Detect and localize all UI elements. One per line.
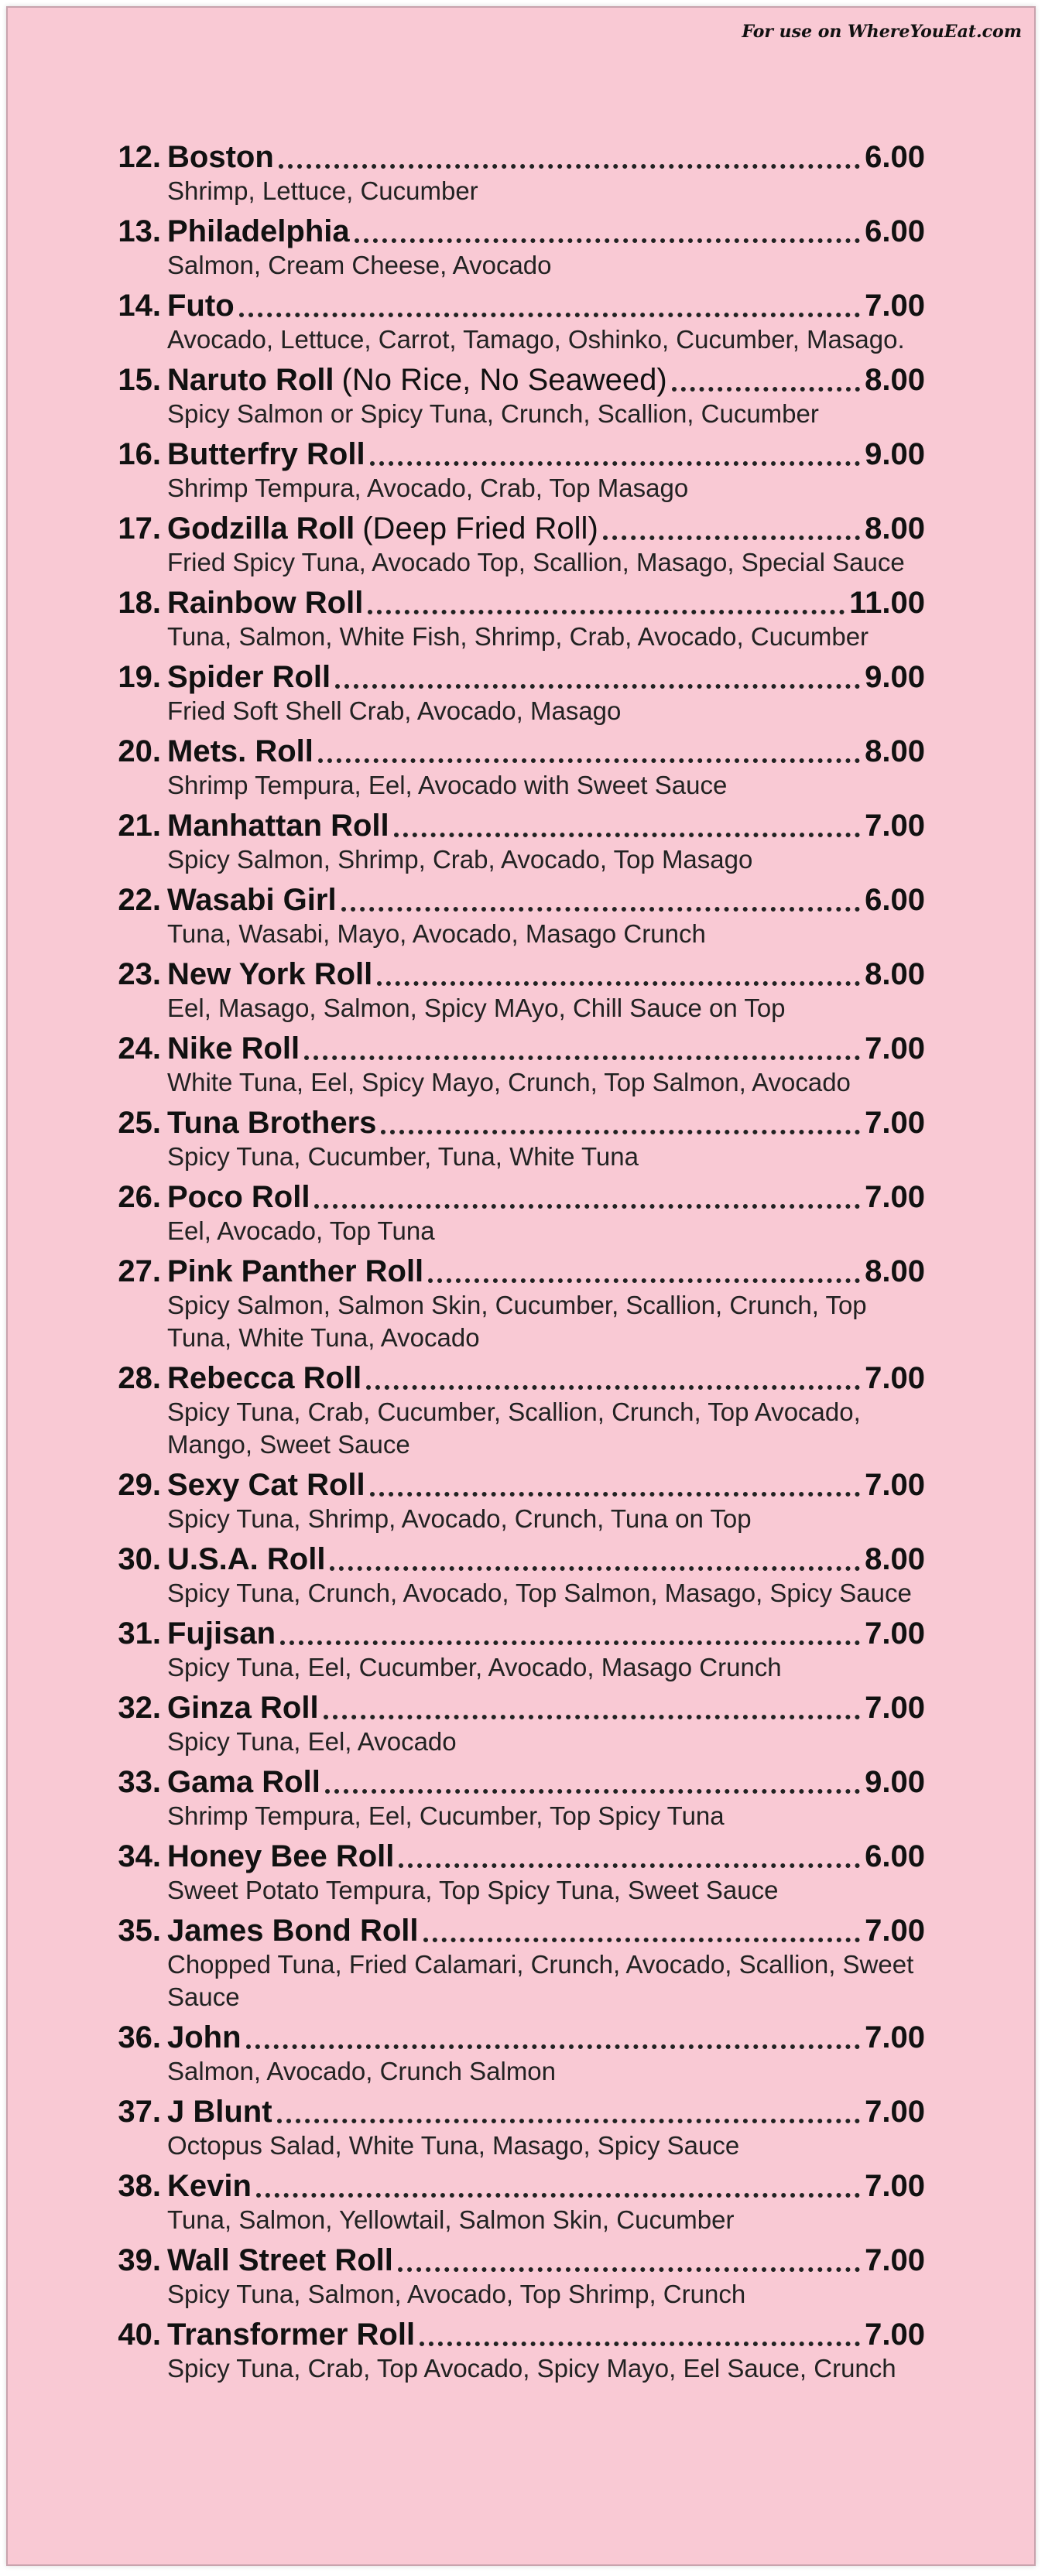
menu-item-line [101, 882, 925, 918]
dot-leader [341, 891, 861, 912]
dot-leader [355, 223, 861, 243]
item-name: Sexy Cat Roll [167, 1468, 365, 1502]
item-number: 30. [118, 1542, 161, 1576]
menu-item-line [101, 1913, 925, 1948]
dot-leader [368, 594, 845, 614]
item-price: 7.00 [865, 2095, 925, 2129]
item-number: 32. [118, 1691, 161, 1725]
item-name: Boston [167, 140, 274, 174]
item-description: Fried Spicy Tuna, Avocado Top, Scallion, Masago, Special Sauce [167, 548, 905, 576]
item-number: 18. [118, 586, 161, 620]
menu-item-line [101, 734, 925, 769]
menu-item [101, 1179, 925, 1247]
menu-item [101, 2020, 925, 2088]
menu-item [101, 2094, 925, 2162]
menu-item [101, 808, 925, 876]
menu-item-line [101, 2094, 925, 2130]
item-number: 26. [118, 1180, 161, 1214]
menu-item-line [101, 1179, 925, 1215]
menu-item-line [101, 1467, 925, 1503]
item-name: Butterfry Roll [167, 437, 365, 471]
menu-item [101, 362, 925, 430]
item-price: 7.00 [865, 1616, 925, 1651]
item-price: 9.00 [865, 437, 925, 471]
item-number: 31. [118, 1616, 161, 1651]
item-number: 17. [118, 511, 161, 546]
dot-leader [246, 2029, 861, 2049]
menu-item-line [101, 808, 925, 843]
menu-item [101, 956, 925, 1025]
menu-item-line [101, 2020, 925, 2055]
item-description: Sweet Potato Tempura, Top Spicy Tuna, Sweet Sauce [167, 1876, 779, 1904]
menu-item-line [101, 139, 925, 175]
item-name: Naruto Roll [167, 363, 334, 397]
menu-item [101, 214, 925, 282]
item-name: J Blunt [167, 2095, 272, 2129]
item-name: U.S.A. Roll [167, 1542, 326, 1576]
menu-item [101, 436, 925, 505]
menu-item-line [101, 1360, 925, 1396]
item-number: 19. [118, 660, 161, 694]
dot-leader [335, 669, 860, 689]
menu-item-line [101, 214, 925, 249]
item-price: 9.00 [865, 660, 925, 694]
item-name: Tuna Brothers [167, 1106, 377, 1140]
menu-item [101, 511, 925, 579]
item-number: 22. [118, 883, 161, 917]
item-number: 23. [118, 957, 161, 991]
item-price: 6.00 [865, 1839, 925, 1873]
item-name: James Bond Roll [167, 1914, 419, 1948]
item-number: 37. [118, 2095, 161, 2129]
dot-leader [239, 297, 861, 317]
item-description: Spicy Salmon, Shrimp, Crab, Avocado, Top Masago [167, 845, 753, 874]
menu-item-line [101, 1254, 925, 1289]
menu-item [101, 734, 925, 802]
dot-leader [377, 966, 860, 986]
item-description: Spicy Tuna, Eel, Avocado [167, 1727, 457, 1756]
menu-item [101, 139, 925, 207]
dot-leader [325, 1774, 860, 1794]
item-number: 13. [118, 214, 161, 248]
item-description: White Tuna, Eel, Spicy Mayo, Crunch, Top Salmon, Avocado [167, 1068, 851, 1096]
item-number: 29. [118, 1468, 161, 1502]
menu-item-line [101, 1541, 925, 1577]
item-number: 25. [118, 1106, 161, 1140]
item-description: Salmon, Cream Cheese, Avocado [167, 251, 552, 279]
menu-item-line [101, 288, 925, 323]
dot-leader [394, 817, 860, 837]
item-price: 7.00 [865, 1361, 925, 1395]
dot-leader [314, 1189, 860, 1209]
item-number: 12. [118, 140, 161, 174]
item-description: Spicy Tuna, Crab, Top Avocado, Spicy Mayo, Eel Sauce, Crunch [167, 2354, 896, 2383]
menu-item [101, 1839, 925, 1907]
menu-item-line [101, 2242, 925, 2278]
menu-item [101, 1616, 925, 1684]
item-price: 9.00 [865, 1765, 925, 1799]
item-description: Shrimp, Lettuce, Cucumber [167, 176, 478, 205]
dot-leader [398, 2252, 860, 2272]
item-name: Rebecca Roll [167, 1361, 362, 1395]
menu-item [101, 2317, 925, 2385]
item-number: 16. [118, 437, 161, 471]
item-description: Shrimp Tempura, Eel, Cucumber, Top Spicy Tuna [167, 1801, 725, 1830]
item-name: Transformer Roll [167, 2318, 416, 2352]
menu-item-line [101, 1031, 925, 1066]
item-price: 8.00 [865, 363, 925, 397]
item-name: Mets. Roll [167, 734, 314, 768]
item-number: 39. [118, 2243, 161, 2277]
item-price: 8.00 [865, 1254, 925, 1288]
item-description: Spicy Tuna, Crab, Cucumber, Scallion, Crunch, Top Avocado, Mango, Sweet Sauce [167, 1397, 861, 1459]
item-name: Rainbow Roll [167, 586, 364, 620]
item-name: Fujisan [167, 1616, 276, 1651]
menu-item-line [101, 1690, 925, 1726]
item-name: New York Roll [167, 957, 373, 991]
dot-leader [280, 1625, 860, 1645]
menu-item [101, 659, 925, 727]
dot-leader [399, 1848, 860, 1868]
dot-leader [279, 149, 860, 169]
item-description: Spicy Tuna, Shrimp, Avocado, Crunch, Tuna on Top [167, 1504, 752, 1533]
menu-item [101, 1913, 925, 2013]
menu-item-line [101, 659, 925, 695]
item-name: Manhattan Roll [167, 809, 389, 843]
item-name: Gama Roll [167, 1765, 320, 1799]
item-description: Spicy Tuna, Crunch, Avocado, Top Salmon, Masago, Spicy Sauce [167, 1579, 912, 1607]
item-name: John [167, 2020, 242, 2054]
item-price: 7.00 [865, 2169, 925, 2203]
item-number: 38. [118, 2169, 161, 2203]
item-description: Tuna, Wasabi, Mayo, Avocado, Masago Crunch [167, 919, 706, 948]
item-price: 7.00 [865, 1106, 925, 1140]
item-description: Eel, Masago, Salmon, Spicy MAyo, Chill Sauce on Top [167, 994, 786, 1022]
item-price: 7.00 [865, 1691, 925, 1725]
menu-item [101, 1690, 925, 1758]
watermark-text: For use on WhereYouEat.com [742, 22, 1022, 42]
item-number: 34. [118, 1839, 161, 1873]
item-price: 11.00 [849, 586, 925, 620]
item-note: (No Rice, No Seaweed) [341, 363, 667, 397]
item-price: 6.00 [865, 883, 925, 917]
item-name: Godzilla Roll [167, 511, 355, 546]
item-price: 7.00 [865, 1180, 925, 1214]
item-number: 14. [118, 289, 161, 323]
dot-leader [428, 1263, 860, 1283]
menu-item [101, 1105, 925, 1173]
item-price: 7.00 [865, 1468, 925, 1502]
item-note: (Deep Fried Roll) [362, 511, 598, 546]
item-description: Salmon, Avocado, Crunch Salmon [167, 2057, 557, 2085]
item-price: 7.00 [865, 1031, 925, 1066]
menu-page [6, 6, 1036, 2566]
item-name: Ginza Roll [167, 1691, 319, 1725]
dot-leader [330, 1551, 860, 1571]
dot-leader [277, 2103, 861, 2123]
menu-item-line [101, 1764, 925, 1800]
item-number: 36. [118, 2020, 161, 2054]
dot-leader [256, 2177, 860, 2198]
menu-item [101, 585, 925, 653]
menu-item [101, 2242, 925, 2311]
item-number: 15. [118, 363, 161, 397]
item-price: 7.00 [865, 2318, 925, 2352]
item-description: Tuna, Salmon, Yellowtail, Salmon Skin, Cucumber [167, 2205, 735, 2234]
dot-leader [366, 1370, 860, 1390]
menu-item-line [101, 362, 925, 398]
menu-item [101, 1541, 925, 1610]
item-description: Eel, Avocado, Top Tuna [167, 1216, 435, 1245]
item-description: Octopus Salad, White Tuna, Masago, Spicy Sauce [167, 2131, 740, 2160]
item-name: Futo [167, 289, 235, 323]
item-description: Tuna, Salmon, White Fish, Shrimp, Crab, Avocado, Cucumber [167, 622, 869, 651]
item-price: 7.00 [865, 289, 925, 323]
item-price: 8.00 [865, 734, 925, 768]
item-description: Spicy Salmon or Spicy Tuna, Crunch, Scallion, Cucumber [167, 399, 819, 428]
dot-leader [370, 1476, 860, 1497]
item-description: Shrimp Tempura, Eel, Avocado with Sweet Sauce [167, 771, 728, 799]
item-description: Shrimp Tempura, Avocado, Crab, Top Masago [167, 474, 689, 502]
item-price: 7.00 [865, 2020, 925, 2054]
dot-leader [304, 1040, 860, 1060]
menu-item-line [101, 2168, 925, 2204]
item-name: Honey Bee Roll [167, 1839, 395, 1873]
item-name: Nike Roll [167, 1031, 300, 1066]
item-name: Poco Roll [167, 1180, 310, 1214]
menu-item [101, 2168, 925, 2236]
menu-item-line [101, 511, 925, 546]
menu-item-line [101, 1105, 925, 1141]
menu-item-line [101, 1839, 925, 1874]
menu-item [101, 1031, 925, 1099]
item-number: 20. [118, 734, 161, 768]
menu-item-line [101, 585, 925, 621]
menu-item-line [101, 436, 925, 472]
item-price: 8.00 [865, 957, 925, 991]
menu-list [101, 139, 925, 2391]
item-price: 6.00 [865, 214, 925, 248]
menu-item [101, 1254, 925, 1354]
menu-item [101, 1764, 925, 1832]
item-price: 8.00 [865, 1542, 925, 1576]
item-description: Avocado, Lettuce, Carrot, Tamago, Oshinko, Cucumber, Masago. [167, 325, 905, 354]
item-number: 40. [118, 2318, 161, 2352]
item-number: 33. [118, 1765, 161, 1799]
item-name: Wasabi Girl [167, 883, 337, 917]
dot-leader [603, 520, 860, 540]
dot-leader [318, 743, 860, 763]
item-number: 35. [118, 1914, 161, 1948]
item-name: Philadelphia [167, 214, 350, 248]
item-description: Chopped Tuna, Fried Calamari, Crunch, Avocado, Scallion, Sweet Sauce [167, 1950, 914, 2011]
dot-leader [370, 446, 861, 466]
item-description: Spicy Tuna, Cucumber, Tuna, White Tuna [167, 1142, 639, 1171]
menu-item-line [101, 956, 925, 992]
item-description: Spicy Salmon, Salmon Skin, Cucumber, Scallion, Crunch, Top Tuna, White Tuna, Avocado [167, 1291, 867, 1352]
item-description: Spicy Tuna, Eel, Cucumber, Avocado, Masago Crunch [167, 1653, 782, 1681]
item-description: Spicy Tuna, Salmon, Avocado, Top Shrimp, Crunch [167, 2280, 746, 2308]
dot-leader [672, 371, 860, 392]
dot-leader [381, 1114, 860, 1134]
dot-leader [420, 2326, 860, 2346]
menu-item-line [101, 1616, 925, 1651]
menu-item [101, 1467, 925, 1535]
dot-leader [423, 1922, 861, 1942]
menu-item [101, 882, 925, 950]
item-price: 7.00 [865, 809, 925, 843]
item-price: 7.00 [865, 1914, 925, 1948]
item-number: 27. [118, 1254, 161, 1288]
item-number: 24. [118, 1031, 161, 1066]
menu-item-line [101, 2317, 925, 2352]
dot-leader [324, 1699, 861, 1719]
item-description: Fried Soft Shell Crab, Avocado, Masago [167, 696, 622, 725]
menu-item [101, 288, 925, 356]
item-name: Pink Panther Roll [167, 1254, 424, 1288]
item-price: 7.00 [865, 2243, 925, 2277]
item-name: Spider Roll [167, 660, 331, 694]
menu-item [101, 1360, 925, 1461]
item-name: Wall Street Roll [167, 2243, 393, 2277]
item-number: 28. [118, 1361, 161, 1395]
item-price: 6.00 [865, 140, 925, 174]
item-price: 8.00 [865, 511, 925, 546]
item-name: Kevin [167, 2169, 252, 2203]
item-number: 21. [118, 809, 161, 843]
